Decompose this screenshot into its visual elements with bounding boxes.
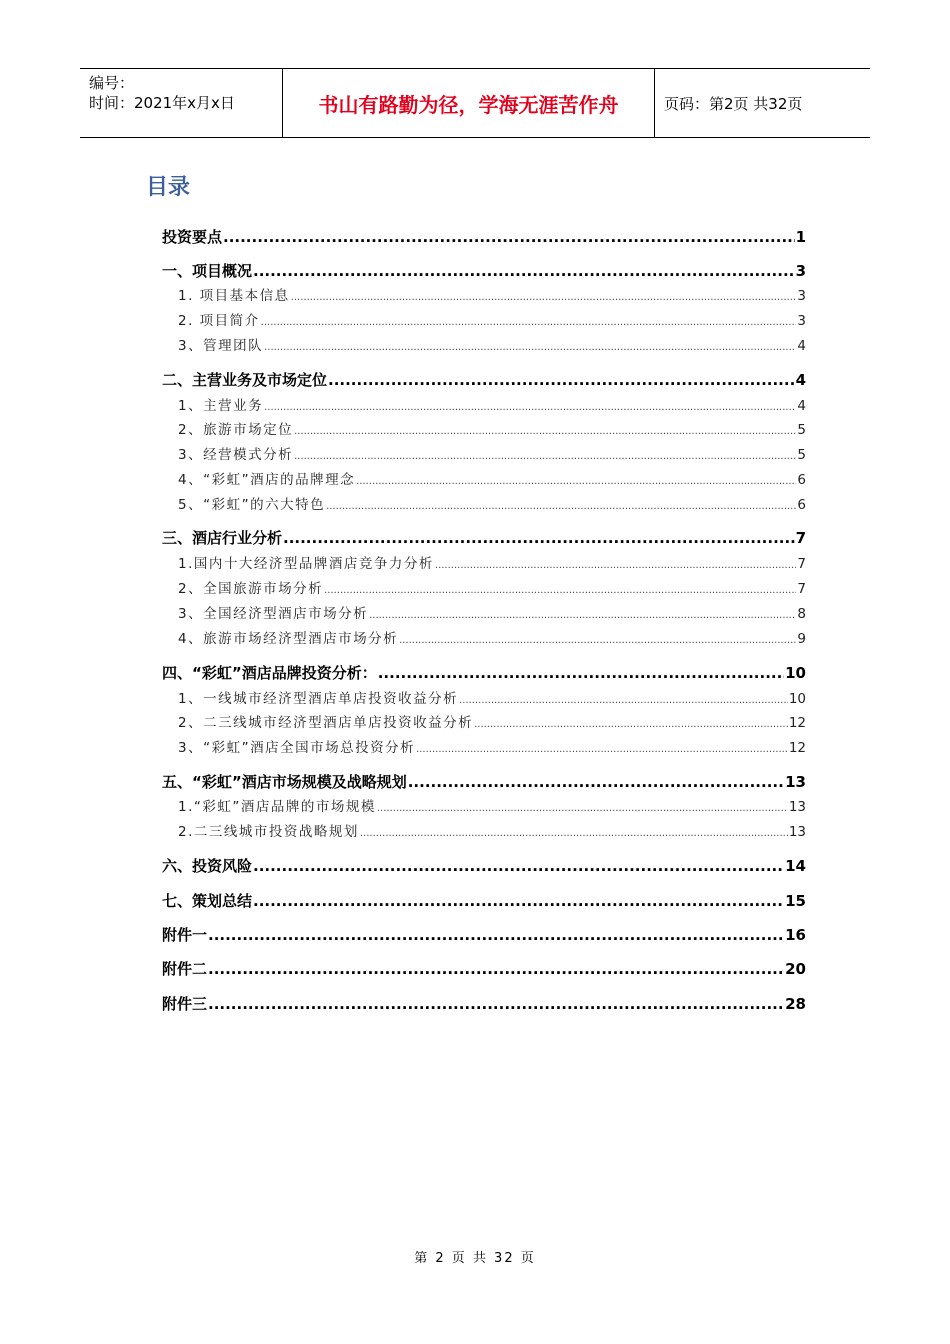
toc-entry-label: 附件二: [162, 960, 208, 978]
toc-entry-label: 1、主营业务: [178, 398, 264, 414]
toc-leader-dots: [294, 426, 796, 437]
toc-leader-dots: [474, 719, 788, 730]
toc-leader-dots: [294, 451, 796, 462]
toc-entry-page: 13: [785, 773, 806, 791]
toc-entry[interactable]: [162, 820, 806, 840]
toc-leader-dots: [356, 476, 796, 487]
document-time: 时间：2021年x月x日: [89, 94, 235, 112]
toc-leader-dots: [264, 402, 796, 413]
toc-leader-dots: [416, 744, 788, 755]
toc-entry-label: 4、旅游市场经济型酒店市场分析: [178, 631, 399, 647]
toc-entry-label: 1. 项目基本信息: [178, 288, 290, 304]
toc-entry-label: 三、酒店行业分析: [162, 529, 283, 547]
toc-leader-dots: [253, 262, 795, 280]
toc-leader-dots: [261, 317, 797, 328]
toc-entry-page: 9: [797, 631, 806, 647]
toc-entry[interactable]: [162, 226, 806, 247]
toc-entry-page: 5: [797, 422, 806, 438]
toc-entry[interactable]: [162, 260, 806, 281]
toc-leader-dots: [253, 892, 784, 910]
toc-entry-label: 附件一: [162, 926, 208, 944]
toc-entry[interactable]: [162, 394, 806, 414]
toc-entry[interactable]: [162, 924, 806, 945]
toc-entry-page: 7: [795, 529, 806, 547]
toc-leader-dots: [208, 960, 784, 978]
toc-entry-label: 3、全国经济型酒店市场分析: [178, 606, 369, 622]
page-header: [80, 68, 870, 138]
toc-title: 目录: [146, 175, 191, 200]
toc-entry-label: 2. 项目简介: [178, 313, 260, 329]
toc-entry-page: 3: [797, 288, 806, 304]
toc-entry-label: 2.二三线城市投资战略规划: [178, 824, 359, 840]
toc-leader-dots: [208, 995, 784, 1013]
toc-entry[interactable]: [162, 736, 806, 756]
toc-entry[interactable]: [162, 284, 806, 304]
toc-entry[interactable]: [162, 890, 806, 911]
toc-entry-label: 六、投资风险: [162, 857, 253, 875]
toc-entry[interactable]: [162, 527, 806, 548]
toc-entry-page: 14: [785, 857, 806, 875]
toc-entry-label: 3、管理团队: [178, 338, 264, 354]
toc-entry[interactable]: [162, 309, 806, 329]
toc-entry-page: 6: [797, 497, 806, 513]
toc-entry-page: 6: [797, 472, 806, 488]
toc-entry-page: 3: [795, 262, 806, 280]
page-footer: 第 2 页 共 32 页: [414, 1251, 536, 1266]
toc-entry-page: 12: [788, 740, 806, 756]
toc-entry[interactable]: [162, 602, 806, 622]
toc-entry-label: 一、项目概况: [162, 262, 253, 280]
toc-entry-page: 10: [785, 664, 806, 682]
toc-entry-label: 投资要点: [162, 228, 223, 246]
toc-entry-page: 4: [795, 371, 806, 389]
toc-entry-label: 2、旅游市场定位: [178, 422, 294, 438]
toc-entry[interactable]: [162, 958, 806, 979]
toc-entry[interactable]: [162, 771, 806, 792]
toc-leader-dots: [435, 560, 797, 571]
toc-entry-label: 二、主营业务及市场定位: [162, 371, 328, 389]
toc-leader-dots: [360, 828, 788, 839]
toc-entry-page: 4: [797, 338, 806, 354]
toc-entry[interactable]: [162, 855, 806, 876]
toc-leader-dots: [253, 857, 784, 875]
toc-leader-dots: [369, 610, 796, 621]
toc-entry-label: 四、“彩虹”酒店品牌投资分析：: [162, 664, 377, 682]
toc-leader-dots: [377, 803, 788, 814]
toc-leader-dots: [264, 342, 796, 353]
toc-entry-label: 附件三: [162, 995, 208, 1013]
toc-entry-page: 4: [797, 398, 806, 414]
toc-entry[interactable]: [162, 577, 806, 597]
toc-entry-page: 13: [788, 824, 806, 840]
toc-entry-page: 3: [797, 313, 806, 329]
toc-leader-dots: [408, 773, 784, 791]
toc-entry[interactable]: [162, 795, 806, 815]
toc-entry-page: 13: [788, 799, 806, 815]
toc-entry-label: 5、“彩虹”的六大特色: [178, 497, 326, 513]
toc-entry-label: 五、“彩虹”酒店市场规模及战略规划: [162, 773, 407, 791]
toc-leader-dots: [283, 529, 795, 547]
toc-leader-dots: [459, 695, 788, 706]
toc-entry[interactable]: [162, 334, 806, 354]
document-number: 编号：: [89, 74, 135, 92]
header-meta: [80, 69, 283, 137]
toc-leader-dots: [208, 926, 784, 944]
toc-entry[interactable]: [162, 552, 806, 572]
toc-entry-label: 七、策划总结: [162, 892, 253, 910]
toc-entry-label: 2、全国旅游市场分析: [178, 581, 324, 597]
toc-entry-label: 1.国内十大经济型品牌酒店竞争力分析: [178, 556, 434, 572]
toc-entry[interactable]: [162, 687, 806, 707]
toc-leader-dots: [328, 371, 795, 389]
toc-entry[interactable]: [162, 993, 806, 1014]
toc-entry[interactable]: [162, 627, 806, 647]
toc-entry-label: 1、一线城市经济型酒店单店投资收益分析: [178, 691, 459, 707]
toc-entry-page: 15: [785, 892, 806, 910]
toc-entry-page: 5: [797, 447, 806, 463]
header-motto: 书山有路勤为径，学海无涯苦作舟: [283, 69, 655, 137]
toc-entry-page: 28: [785, 995, 806, 1013]
toc-entry[interactable]: [162, 369, 806, 390]
toc-entry-page: 7: [797, 581, 806, 597]
toc-entry-label: 3、“彩虹”酒店全国市场总投资分析: [178, 740, 416, 756]
toc-entry-page: 7: [797, 556, 806, 572]
toc-leader-dots: [291, 292, 797, 303]
toc-entry[interactable]: [162, 493, 806, 513]
toc-leader-dots: [223, 228, 795, 246]
toc-entry-page: 12: [788, 715, 806, 731]
toc-entry-page: 16: [785, 926, 806, 944]
toc-entry-page: 10: [788, 691, 806, 707]
toc-leader-dots: [399, 635, 796, 646]
toc-entry[interactable]: [162, 443, 806, 463]
toc-entry-label: 4、“彩虹”酒店的品牌理念: [178, 472, 356, 488]
toc-leader-dots: [326, 501, 796, 512]
toc-leader-dots: [378, 664, 784, 682]
toc-entry[interactable]: [162, 662, 806, 683]
toc-entry-label: 3、经营模式分析: [178, 447, 294, 463]
toc-entry-label: 1.“彩虹”酒店品牌的市场规模: [178, 799, 376, 815]
toc-entry-page: 20: [785, 960, 806, 978]
toc-entry[interactable]: [162, 418, 806, 438]
toc-entry-label: 2、二三线城市经济型酒店单店投资收益分析: [178, 715, 474, 731]
toc-entry-page: 8: [797, 606, 806, 622]
toc-entry[interactable]: [162, 468, 806, 488]
toc-leader-dots: [324, 585, 796, 596]
toc-entry-page: 1: [795, 228, 806, 246]
header-page-info: 页码：第2页 共32页: [664, 94, 803, 113]
toc-entry[interactable]: [162, 711, 806, 731]
